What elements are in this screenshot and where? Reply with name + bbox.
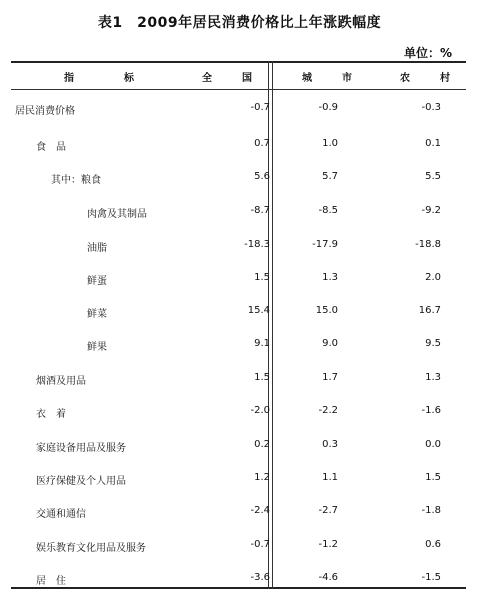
table-row xyxy=(11,437,466,457)
row-label: 鲜菜 xyxy=(87,309,107,320)
table-row xyxy=(11,336,466,356)
row-label: 其中：粮食 xyxy=(51,175,101,186)
row-label: 家庭设备用品及服务 xyxy=(36,443,126,454)
row-label: 食 品 xyxy=(36,142,66,153)
table-title: 表1 2009年居民消费价格比上年涨跌幅度 xyxy=(97,15,382,31)
cell-rural: 0.6 xyxy=(425,539,441,550)
table-row xyxy=(11,100,466,120)
row-label: 烟酒及用品 xyxy=(36,376,86,387)
cell-rural: 1.3 xyxy=(425,372,441,383)
cell-urban: -0.9 xyxy=(318,102,338,113)
cell-urban: -4.6 xyxy=(318,572,338,583)
cell-urban: 0.3 xyxy=(322,439,338,450)
row-label: 交通和通信 xyxy=(36,509,86,520)
cell-national: 1.5 xyxy=(254,372,270,383)
cell-rural: -1.5 xyxy=(421,572,441,583)
cell-national: 0.2 xyxy=(254,439,270,450)
cell-urban: -1.2 xyxy=(318,539,338,550)
header-divider xyxy=(11,89,466,90)
cell-rural: -9.2 xyxy=(421,205,441,216)
row-label: 肉禽及其制品 xyxy=(87,209,147,220)
cell-national: -0.7 xyxy=(250,102,270,113)
cell-urban: -8.5 xyxy=(318,205,338,216)
row-label: 衣 着 xyxy=(36,409,66,420)
cell-rural: 16.7 xyxy=(418,305,441,316)
header-urban: 城 市 xyxy=(302,73,362,84)
cell-rural: 0.1 xyxy=(425,138,441,149)
cell-national: -2.0 xyxy=(250,405,270,416)
cell-urban: 1.1 xyxy=(322,472,338,483)
cell-rural: 0.0 xyxy=(425,439,441,450)
header-rural: 农 村 xyxy=(400,73,460,84)
cell-urban: 5.7 xyxy=(322,171,338,182)
cell-national: -8.7 xyxy=(250,205,270,216)
header-indicator: 指 标 xyxy=(64,73,144,84)
cell-rural: -1.6 xyxy=(421,405,441,416)
cell-national: -0.7 xyxy=(250,539,270,550)
cell-national: 1.2 xyxy=(254,472,270,483)
cell-urban: 15.0 xyxy=(315,305,338,316)
cell-urban: -2.7 xyxy=(318,505,338,516)
cell-national: 5.6 xyxy=(254,171,270,182)
unit-label: 单位：% xyxy=(403,46,452,60)
cell-rural: 1.5 xyxy=(425,472,441,483)
row-label: 娱乐教育文化用品及服务 xyxy=(36,543,146,554)
header-national: 全 国 xyxy=(202,73,262,84)
table-row xyxy=(11,203,466,223)
table-row xyxy=(11,270,466,290)
row-label: 居民消费价格 xyxy=(15,106,75,117)
table-row xyxy=(11,136,466,156)
cell-rural: 2.0 xyxy=(425,272,441,283)
row-label: 居 住 xyxy=(36,576,66,587)
cell-urban: 1.0 xyxy=(322,138,338,149)
table-row xyxy=(11,303,466,323)
table-row xyxy=(11,570,466,590)
cell-national: -3.6 xyxy=(250,572,270,583)
cell-rural: 9.5 xyxy=(425,338,441,349)
cell-rural: -1.8 xyxy=(421,505,441,516)
row-label: 医疗保健及个人用品 xyxy=(36,476,126,487)
table-row xyxy=(11,537,466,557)
row-label: 油脂 xyxy=(87,243,107,254)
row-label: 鲜果 xyxy=(87,342,107,353)
cell-national: -18.3 xyxy=(244,239,270,250)
table-row xyxy=(11,403,466,423)
cell-national: 15.4 xyxy=(247,305,270,316)
cell-national: 0.7 xyxy=(254,138,270,149)
cell-national: -2.4 xyxy=(250,505,270,516)
cell-rural: -0.3 xyxy=(421,102,441,113)
row-label: 鲜蛋 xyxy=(87,276,107,287)
table-row xyxy=(11,370,466,390)
cell-urban: 9.0 xyxy=(322,338,338,349)
cell-urban: -2.2 xyxy=(318,405,338,416)
table-row xyxy=(11,503,466,523)
table-row xyxy=(11,169,466,189)
cell-rural: -18.8 xyxy=(415,239,441,250)
cell-rural: 5.5 xyxy=(425,171,441,182)
table-row xyxy=(11,470,466,490)
cell-national: 9.1 xyxy=(254,338,270,349)
cell-urban: 1.7 xyxy=(322,372,338,383)
cell-urban: -17.9 xyxy=(312,239,338,250)
cell-national: 1.5 xyxy=(254,272,270,283)
table-row xyxy=(11,237,466,257)
cell-urban: 1.3 xyxy=(322,272,338,283)
